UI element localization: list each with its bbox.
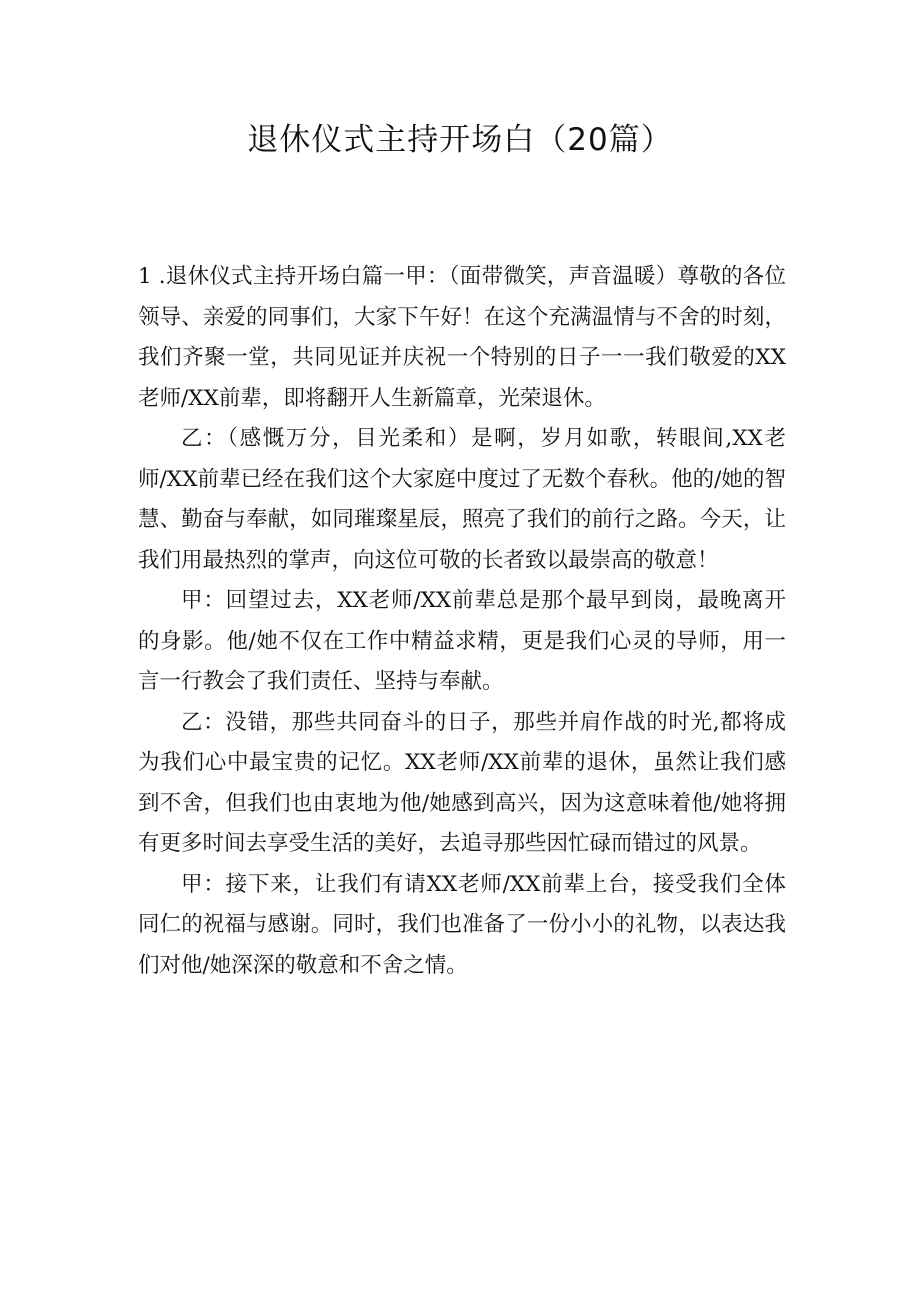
paragraph-1: 1 .退休仪式主持开场白篇一甲：（面带微笑，声音温暖）尊敬的各位领导、亲爱的同事们，大家下午好！在这个充满温情与不舍的时刻，我们齐聚一堂，共同见证并庆祝一个特别的日子一一我们敬爱的XX老师/XX前辈，即将翻开人生新篇章，光荣退休。	[138, 264, 786, 411]
paragraph-3: 甲：回望过去，XX老师/XX前辈总是那个最早到岗，最晚离开的身影。他/她不仅在工作中精益求精，更是我们心灵的导师，用一言一行教会了我们责任、坚持与奉献。	[138, 588, 786, 694]
document-body	[138, 257, 786, 986]
document-title: 退休仪式主持开场白（20篇）	[247, 122, 673, 158]
paragraph-5: 甲：接下来，让我们有请XX老师/XX前辈上台，接受我们全体同仁的祝福与感谢。同时，我们也准备了一份小小的礼物，以表达我们对他/她深深的敬意和不舍之情。	[138, 871, 786, 978]
paragraph-2: 乙：（感慨万分，目光柔和）是啊，岁月如歌，转眼间,XX老师/XX前辈已经在我们这个大家庭中度过了无数个春秋。他的/她的智慧、勤奋与奉献，如同璀璨星辰，照亮了我们的前行之路。今天，让我们用最热烈的掌声，向这位可敬的长者致以最崇高的敬意！	[138, 426, 786, 573]
paragraph-4: 乙：没错，那些共同奋斗的日子，那些并肩作战的时光,都将成为我们心中最宝贵的记忆。XX老师/XX前辈的退休，虽然让我们感到不舍，但我们也由衷地为他/她感到高兴，因为这意味着他/她将拥有更多时间去享受生活的美好，去追寻那些因忙碌而错过的风景。	[138, 709, 786, 856]
